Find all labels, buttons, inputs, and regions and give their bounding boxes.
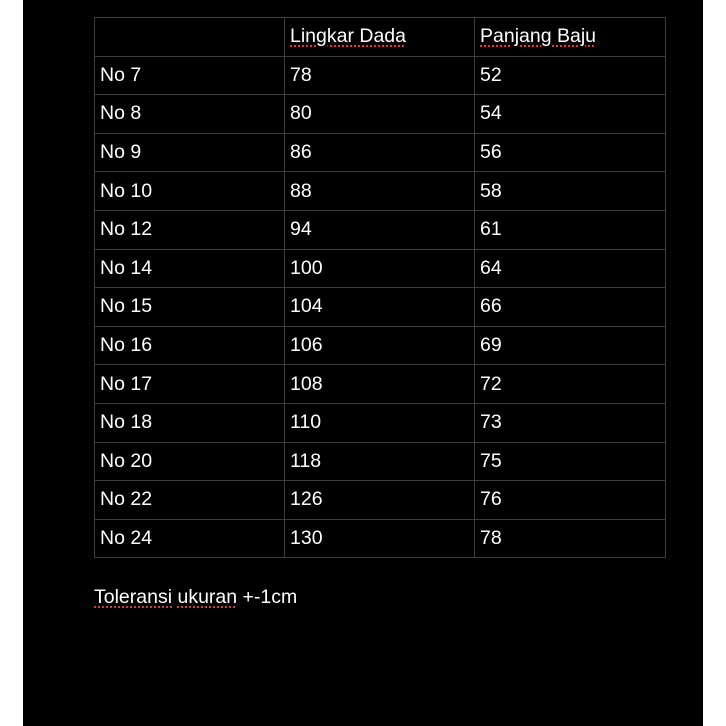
table-row [95,56,666,95]
size-cell[interactable]: No 24 [95,519,285,558]
table-row [95,288,666,327]
panjang-baju-cell[interactable]: 64 [475,249,666,288]
lingkar-dada-cell[interactable]: 100 [285,249,475,288]
size-cell[interactable]: No 9 [95,133,285,172]
lingkar-dada-cell[interactable]: 110 [285,403,475,442]
panjang-baju-cell[interactable]: 75 [475,442,666,481]
size-cell[interactable]: No 20 [95,442,285,481]
size-cell[interactable]: No 8 [95,95,285,134]
lingkar-dada-cell[interactable]: 78 [285,56,475,95]
table-row [95,403,666,442]
size-cell[interactable]: No 12 [95,210,285,249]
table-row [95,519,666,558]
table-row [95,210,666,249]
panjang-baju-cell[interactable]: 66 [475,288,666,327]
table-row [95,133,666,172]
size-chart-table [94,17,666,558]
size-cell[interactable]: No 14 [95,249,285,288]
panjang-baju-cell[interactable]: 56 [475,133,666,172]
panjang-baju-cell[interactable]: 76 [475,481,666,520]
note-word-ukuran: ukuran [177,586,238,608]
table-row [95,442,666,481]
lingkar-dada-cell[interactable]: 118 [285,442,475,481]
lingkar-dada-cell[interactable]: 80 [285,95,475,134]
lingkar-dada-cell[interactable]: 108 [285,365,475,404]
lingkar-dada-cell[interactable]: 130 [285,519,475,558]
lingkar-dada-cell[interactable]: 106 [285,326,475,365]
lingkar-dada-cell[interactable]: 126 [285,481,475,520]
size-cell[interactable]: No 18 [95,403,285,442]
tolerance-note[interactable] [94,586,297,609]
panjang-baju-cell[interactable]: 61 [475,210,666,249]
table-row [95,481,666,520]
note-tolerance-value: +-1cm [237,586,298,608]
table-row [95,365,666,404]
table-row [95,326,666,365]
table-row [95,172,666,211]
note-word-toleransi: Toleransi [94,586,173,608]
panjang-baju-cell[interactable]: 72 [475,365,666,404]
lingkar-dada-cell[interactable]: 94 [285,210,475,249]
table-row [95,95,666,134]
panjang-baju-cell[interactable]: 73 [475,403,666,442]
size-cell[interactable]: No 17 [95,365,285,404]
size-cell[interactable]: No 10 [95,172,285,211]
header-panjang-baju-text: Panjang Baju [480,25,597,48]
size-cell[interactable]: No 15 [95,288,285,327]
lingkar-dada-cell[interactable]: 104 [285,288,475,327]
table-row [95,249,666,288]
header-cell-empty[interactable] [95,18,285,57]
size-cell[interactable]: No 16 [95,326,285,365]
lingkar-dada-cell[interactable]: 88 [285,172,475,211]
header-lingkar-dada-text: Lingkar Dada [290,25,406,48]
size-cell[interactable]: No 7 [95,56,285,95]
panjang-baju-cell[interactable]: 69 [475,326,666,365]
table-header-row [95,18,666,57]
lingkar-dada-cell[interactable]: 86 [285,133,475,172]
header-cell-lingkar-dada[interactable] [285,18,475,57]
panjang-baju-cell[interactable]: 58 [475,172,666,211]
panjang-baju-cell[interactable]: 78 [475,519,666,558]
document-page [23,0,703,726]
panjang-baju-cell[interactable]: 54 [475,95,666,134]
panjang-baju-cell[interactable]: 52 [475,56,666,95]
size-cell[interactable]: No 22 [95,481,285,520]
header-cell-panjang-baju[interactable] [475,18,666,57]
